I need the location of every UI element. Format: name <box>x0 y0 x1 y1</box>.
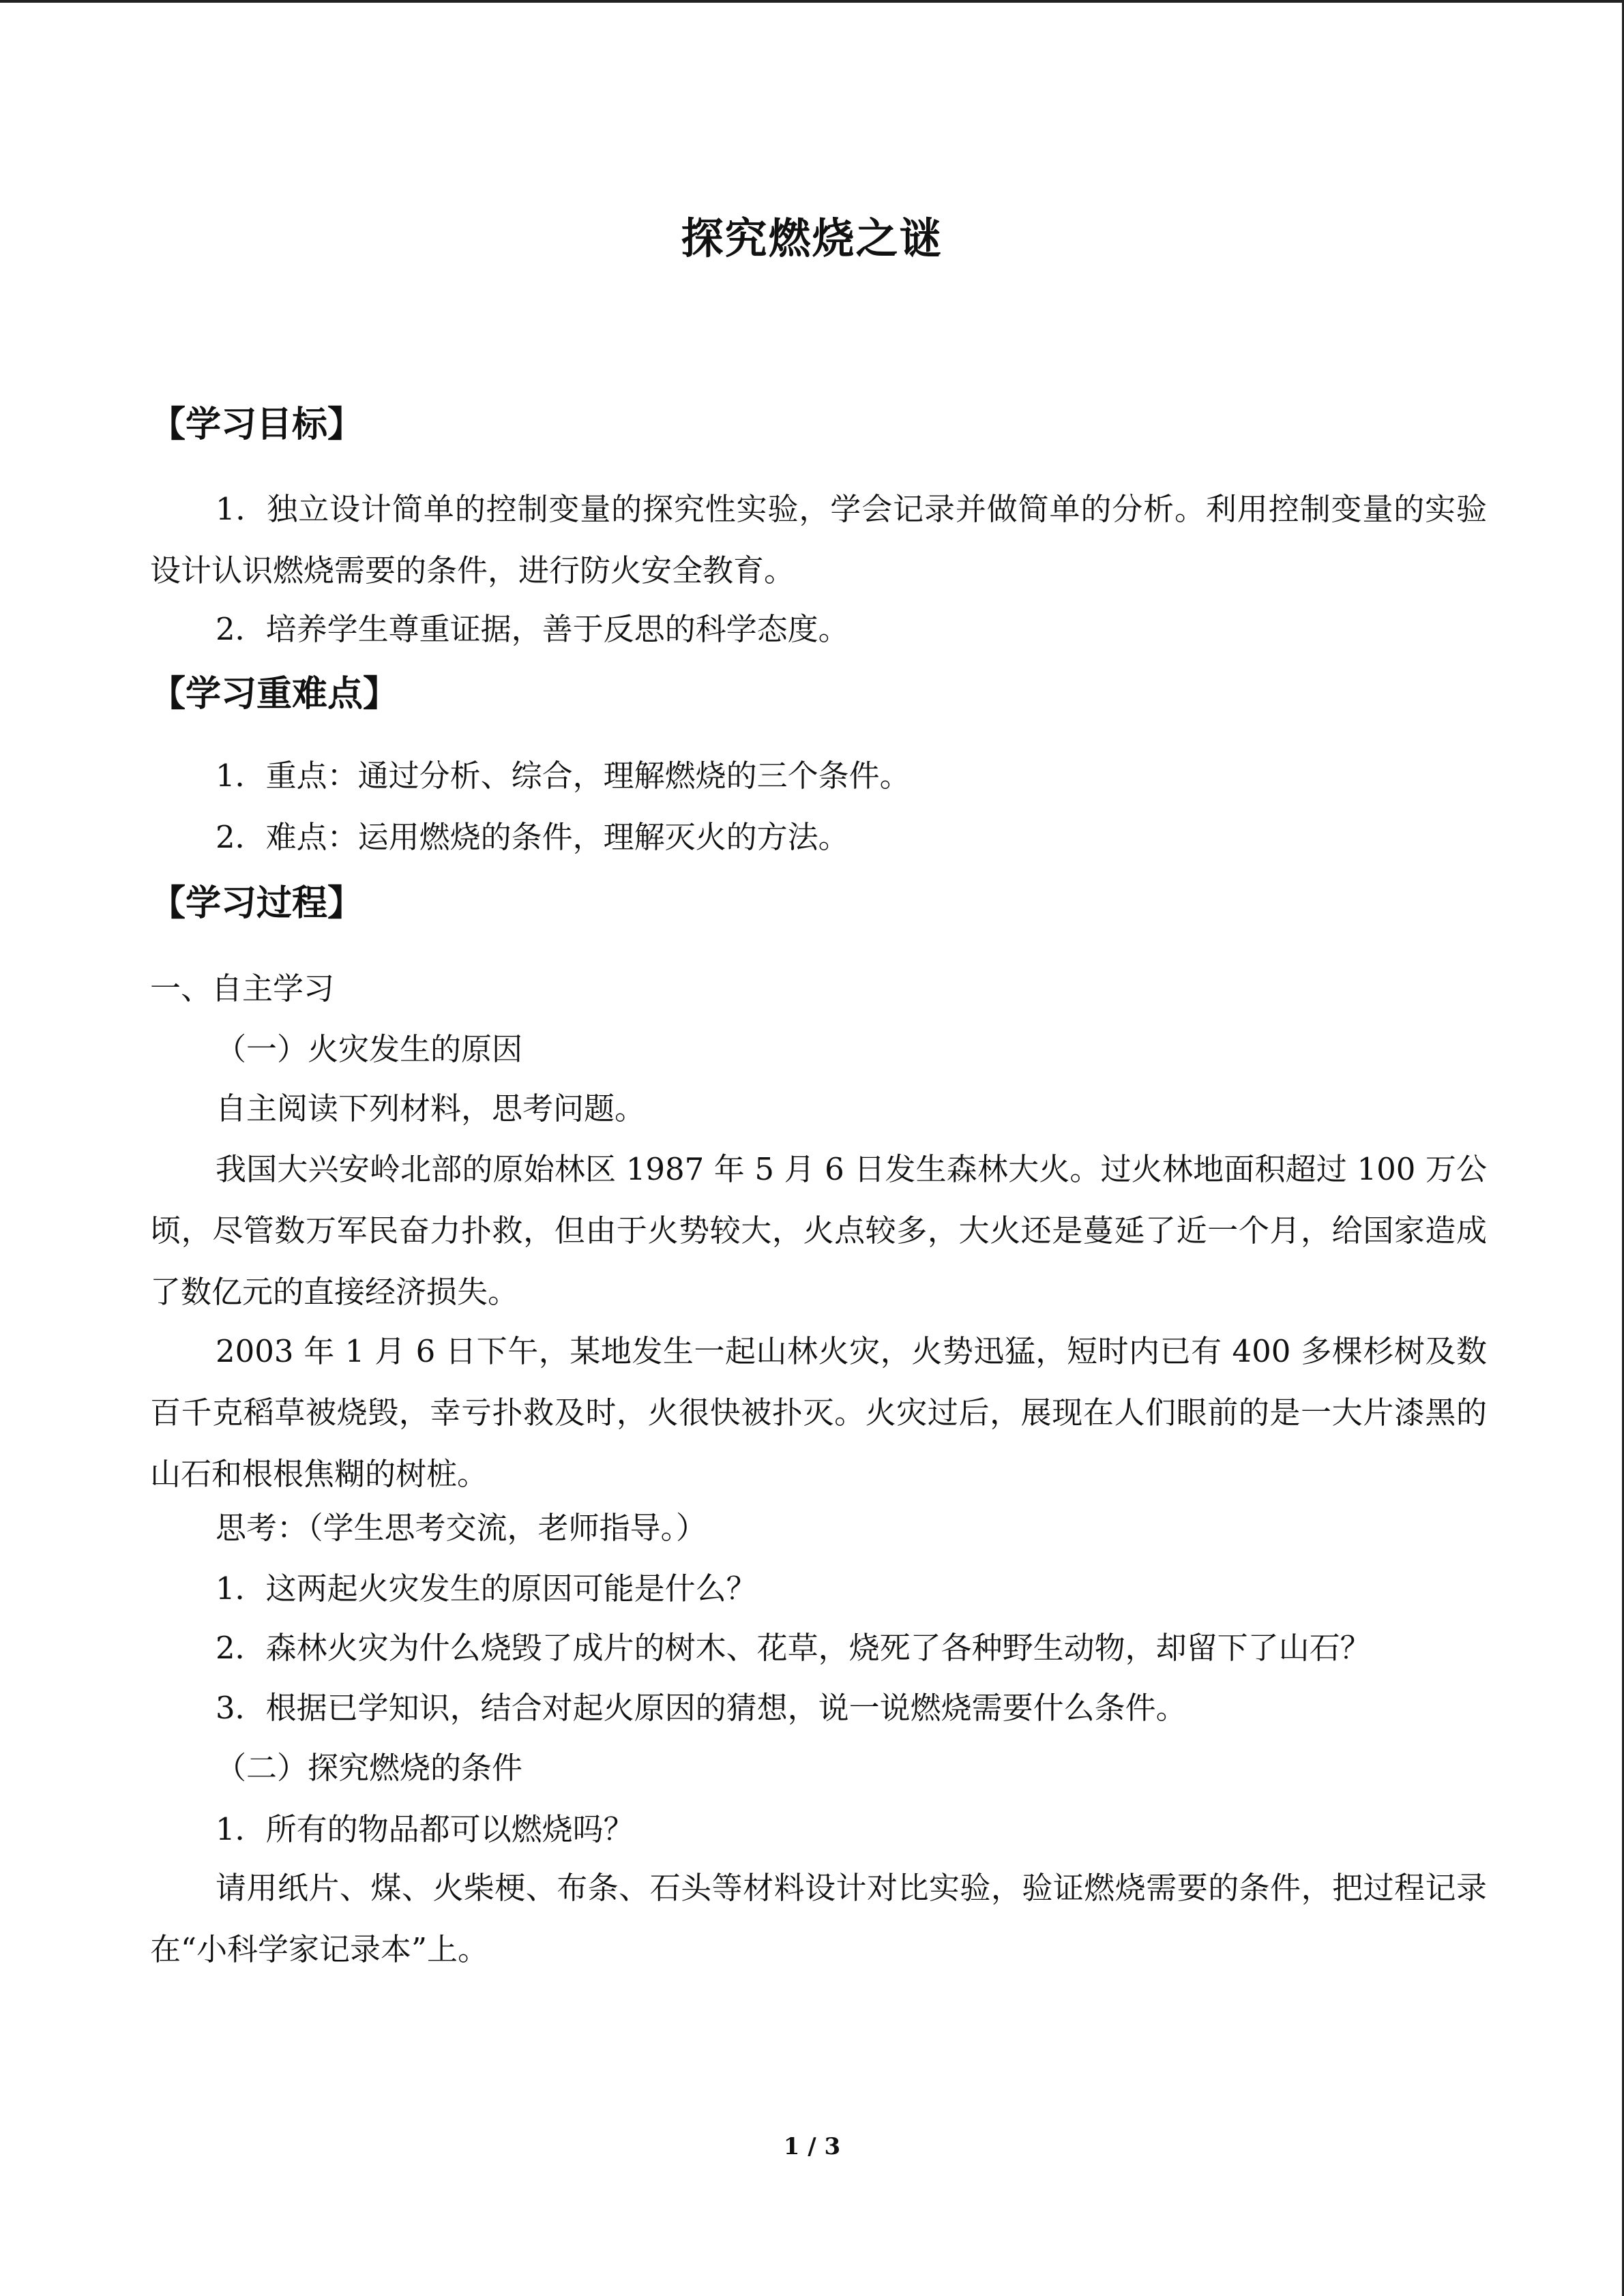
page-top-border <box>0 0 1624 3</box>
subsection-1-heading: （一）火灾发生的原因 <box>216 1031 523 1067</box>
subsection-2-heading: （二）探究燃烧的条件 <box>216 1750 523 1786</box>
heading-key-points: 【学习重难点】 <box>150 673 399 715</box>
question-1: 1．这两起火灾发生的原因可能是什么？ <box>216 1570 757 1607</box>
material-paragraph-2: 2003 年 1 月 6 日下午，某地发生一起山林火灾，火势迅猛，短时内已有 400 多棵杉树及数百千克稻草被烧毁，幸亏扑救及时，火很快被扑灭。火灾过后，展现在人们眼前的是一大片漆黑的山石和根根焦糊的树桩。 <box>150 1333 1487 1492</box>
think-prompt: 思考：（学生思考交流，老师指导。） <box>216 1510 707 1546</box>
heading-learning-process: 【学习过程】 <box>150 882 364 924</box>
key-point-2: 2．难点：运用燃烧的条件，理解灭火的方法。 <box>216 819 849 855</box>
page-number: 1 / 3 <box>783 2133 841 2160</box>
experiment-instruction: 请用纸片、煤、火柴梗、布条、石头等材料设计对比实验，验证燃烧需要的条件，把过程记录在“小科学家记录本”上。 <box>150 1870 1487 1967</box>
part-1-heading: 一、自主学习 <box>150 970 335 1007</box>
key-point-1: 1．重点：通过分析、综合，理解燃烧的三个条件。 <box>216 758 911 794</box>
material-paragraph-1: 我国大兴安岭北部的原始林区 1987 年 5 月 6 日发生森林大火。过火林地面积超过 100 万公顷，尽管数万军民奋力扑救，但由于火势较大，火点较多，大火还是蔓延了近一个月，给国家造成了数亿元的直接经济损失。 <box>150 1151 1487 1310</box>
goal-item-1: 1．独立设计简单的控制变量的探究性实验，学会记录并做简单的分析。利用控制变量的实验设计认识燃烧需要的条件，进行防火安全教育。 <box>150 491 1487 588</box>
reading-instruction: 自主阅读下列材料，思考问题。 <box>216 1090 646 1127</box>
question-2: 2．森林火灾为什么烧毁了成片的树木、花草，烧死了各种野生动物，却留下了山石？ <box>216 1630 1371 1666</box>
heading-learning-goals: 【学习目标】 <box>150 404 364 445</box>
goal-item-2: 2．培养学生尊重证据，善于反思的科学态度。 <box>216 611 849 647</box>
question-3: 3．根据已学知识，结合对起火原因的猜想，说一说燃烧需要什么条件。 <box>216 1690 1187 1726</box>
question-4: 1．所有的物品都可以燃烧吗？ <box>216 1811 634 1847</box>
document-title: 探究燃烧之谜 <box>681 213 943 263</box>
